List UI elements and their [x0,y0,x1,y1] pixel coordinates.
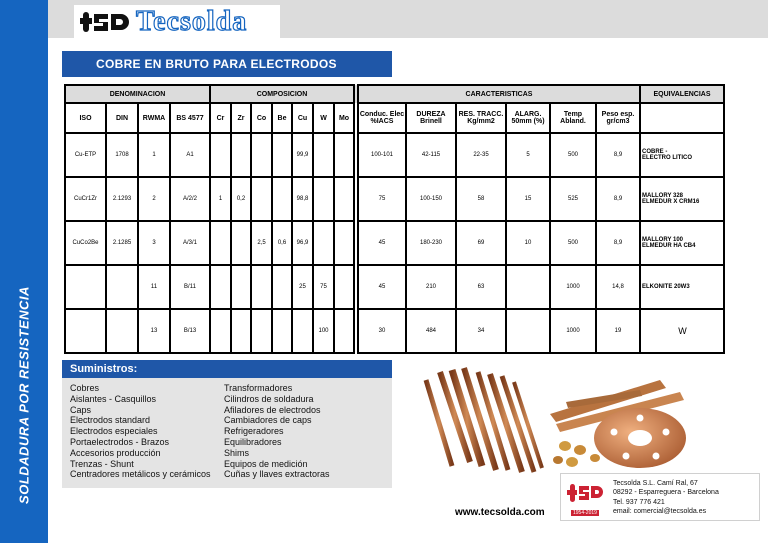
suministro-item: Afiladores de electrodos [224,404,321,415]
cell-equivalencia [640,177,724,221]
cell-bs: A/2/2 [170,177,210,221]
cell-rwma: 2 [138,177,170,221]
cell-peso: 8,9 [596,133,640,177]
cell-cu: 96,9 [292,221,313,265]
col-cu: Cu [292,103,313,133]
cell-conduc: 45 [358,265,406,309]
cell-peso: 8,9 [596,177,640,221]
cell-equivalencia [640,133,724,177]
col-zr: Zr [231,103,251,133]
col-peso: Peso esp. gr/cm3 [596,103,640,133]
contact-card [560,473,760,521]
suministros-col-1 [70,383,211,480]
cell-zr [231,309,251,353]
sidebar-title: SOLDADURA POR RESISTENCIA [16,286,32,504]
cell-cr [210,265,231,309]
cell-cr: 1 [210,177,231,221]
cell-conduc: 100-101 [358,133,406,177]
suministro-item: Cilindros de soldadura [224,393,314,404]
col-cr: Cr [210,103,231,133]
cell-rwma: 13 [138,309,170,353]
suministro-item: Electrodos especiales [70,426,158,437]
cell-res: 34 [456,309,506,353]
col-temp: Temp Abland. [550,103,596,133]
cell-zr [231,221,251,265]
cell-co [251,309,272,353]
col-mo: Mo [334,103,354,133]
cell-temp: 500 [550,133,596,177]
contact-details [613,479,719,516]
cell-cr [210,309,231,353]
cell-res: 58 [456,177,506,221]
cell-w [313,221,334,265]
cell-dureza: 210 [406,265,456,309]
suministro-item: Refrigeradores [224,426,284,437]
contact-line: email: comercial@tecsolda.es [613,507,707,515]
cell-alarg [506,265,550,309]
col-conduc: Conduc. Elec %IACS [358,103,406,133]
col-alarg: ALARG. 50mm (%) [506,103,550,133]
cell-rwma: 1 [138,133,170,177]
group-caracteristicas: CARACTERISTICAS [358,85,640,103]
cell-be: 0,6 [272,221,292,265]
cell-cr [210,133,231,177]
cell-co: 2,5 [251,221,272,265]
cell-din [106,309,138,353]
cell-din [106,265,138,309]
contact-line: 08292 - Esparreguera - Barcelona [613,489,719,497]
cell-cu: 99,9 [292,133,313,177]
cell-iso: CuCo2Be [65,221,106,265]
cell-peso: 19 [596,309,640,353]
cell-rwma: 11 [138,265,170,309]
cell-dureza: 180-230 [406,221,456,265]
cell-be [272,177,292,221]
cell-din: 2.1285 [106,221,138,265]
col-res: RES. TRACC. Kg/mm2 [456,103,506,133]
copper-products-image [400,362,760,482]
suministros-box [62,378,392,488]
cell-zr [231,265,251,309]
cell-bs: B/11 [170,265,210,309]
equivalencia-line: ELECTRO LITICO [642,155,692,161]
col-be: Be [272,103,292,133]
cell-peso: 8,9 [596,221,640,265]
cell-temp: 525 [550,177,596,221]
col-co: Co [251,103,272,133]
col-w: W [313,103,334,133]
brand-name: Tecsolda [136,6,248,37]
cell-w [313,177,334,221]
cell-cu: 25 [292,265,313,309]
col-iso: ISO [65,103,106,133]
suministro-item: Cuñas y llaves extractoras [224,469,330,480]
contact-line: Tel. 937 776 421 [613,498,665,506]
cell-cu: 98,8 [292,177,313,221]
table-row [65,133,724,177]
cell-mo [334,133,354,177]
cell-w: 75 [313,265,334,309]
group-denominacion: DENOMINACION [65,85,210,103]
cell-mo [334,265,354,309]
cell-dureza: 100-150 [406,177,456,221]
cell-iso: Cu-ETP [65,133,106,177]
company-logo [74,5,280,39]
cell-temp: 500 [550,221,596,265]
table-row [65,177,724,221]
cell-bs: A/3/1 [170,221,210,265]
cell-alarg: 15 [506,177,550,221]
cell-mo [334,221,354,265]
specs-table [64,84,725,354]
suministro-item: Caps [70,404,92,415]
cell-bs: A1 [170,133,210,177]
equivalencia-line: COBRE - [642,149,668,155]
contact-line: Tecsolda S.L. Camí Ral, 67 [613,480,698,487]
cell-alarg: 10 [506,221,550,265]
tsd-logo-icon [80,9,130,35]
cell-w: 100 [313,309,334,353]
cell-w [313,133,334,177]
suministro-item: Trenzas - Shunt [70,458,134,469]
table-row [65,265,724,309]
sidebar [0,0,48,543]
cell-temp: 1000 [550,265,596,309]
cell-mo [334,177,354,221]
cell-temp: 1000 [550,309,596,353]
equivalencia-line: ELMEDUR HA CB4 [642,243,696,249]
years-badge: 1954-2019 [573,510,597,516]
cell-cu [292,309,313,353]
cell-dureza: 42-115 [406,133,456,177]
equivalencia-line: MALLORY 100 [642,237,684,243]
section-title: COBRE EN BRUTO PARA ELECTRODOS [62,51,392,77]
cell-bs: B/13 [170,309,210,353]
suministro-item: Transformadores [224,383,293,393]
tsd-red-logo-icon [567,480,603,508]
suministro-item: Cambiadores de caps [224,415,312,426]
cell-alarg [506,309,550,353]
copper-disk [594,408,686,468]
cell-co [251,177,272,221]
cell-co [251,265,272,309]
col-rwma: RWMA [138,103,170,133]
cell-equivalencia [640,221,724,265]
cell-dureza: 484 [406,309,456,353]
cell-din: 2.1293 [106,177,138,221]
cell-iso: CuCr1Zr [65,177,106,221]
cell-iso [65,309,106,353]
cell-be [272,133,292,177]
suministros-col-2 [224,383,330,480]
cell-iso [65,265,106,309]
suministro-item: Aislantes - Casquillos [70,393,157,404]
table-group-header [65,85,724,103]
equivalencia-line: ELMEDUR X CRM16 [642,199,700,205]
header-bar [48,0,768,38]
table-body [65,133,724,353]
table-column-header [65,103,724,133]
cell-res: 69 [456,221,506,265]
equivalencia-line: MALLORY 328 [642,193,684,199]
table-row [65,309,724,353]
cell-res: 22-35 [456,133,506,177]
website-link[interactable]: www.tecsolda.com [455,507,545,518]
cell-zr [231,133,251,177]
suministro-item: Shims [224,447,250,458]
col-din: DIN [106,103,138,133]
equivalencia-line: ELKONITE 20W3 [642,284,690,290]
cell-be [272,265,292,309]
suministro-item: Centradores metálicos y cerámicos [70,469,211,480]
group-composicion: COMPOSICION [210,85,354,103]
cell-cr [210,221,231,265]
cell-equivalencia [640,309,724,353]
suministro-item: Portaelectrodos - Brazos [70,436,170,447]
cell-equivalencia [640,265,724,309]
cell-be [272,309,292,353]
suministro-item: Accesorios producción [70,447,161,458]
cell-peso: 14,8 [596,265,640,309]
cell-alarg: 5 [506,133,550,177]
copper-rods [426,368,542,472]
copper-caps [553,441,600,467]
cell-res: 63 [456,265,506,309]
col-equiv [640,103,724,133]
suministro-item: Cobres [70,383,100,393]
cell-co [251,133,272,177]
cell-conduc: 30 [358,309,406,353]
cell-din: 1708 [106,133,138,177]
group-equivalencias: EQUIVALENCIAS [640,85,724,103]
suministro-item: Equipos de medición [224,458,308,469]
suministro-item: Equilibradores [224,436,282,447]
cell-zr: 0,2 [231,177,251,221]
suministros-title: Suministros: [62,360,392,378]
col-dureza: DUREZA Brinell [406,103,456,133]
equivalencia-line: W [678,326,687,336]
cell-conduc: 75 [358,177,406,221]
cell-conduc: 45 [358,221,406,265]
suministro-item: Electrodos standard [70,415,151,426]
cell-mo [334,309,354,353]
table-row [65,221,724,265]
cell-rwma: 3 [138,221,170,265]
col-bs: BS 4577 [170,103,210,133]
